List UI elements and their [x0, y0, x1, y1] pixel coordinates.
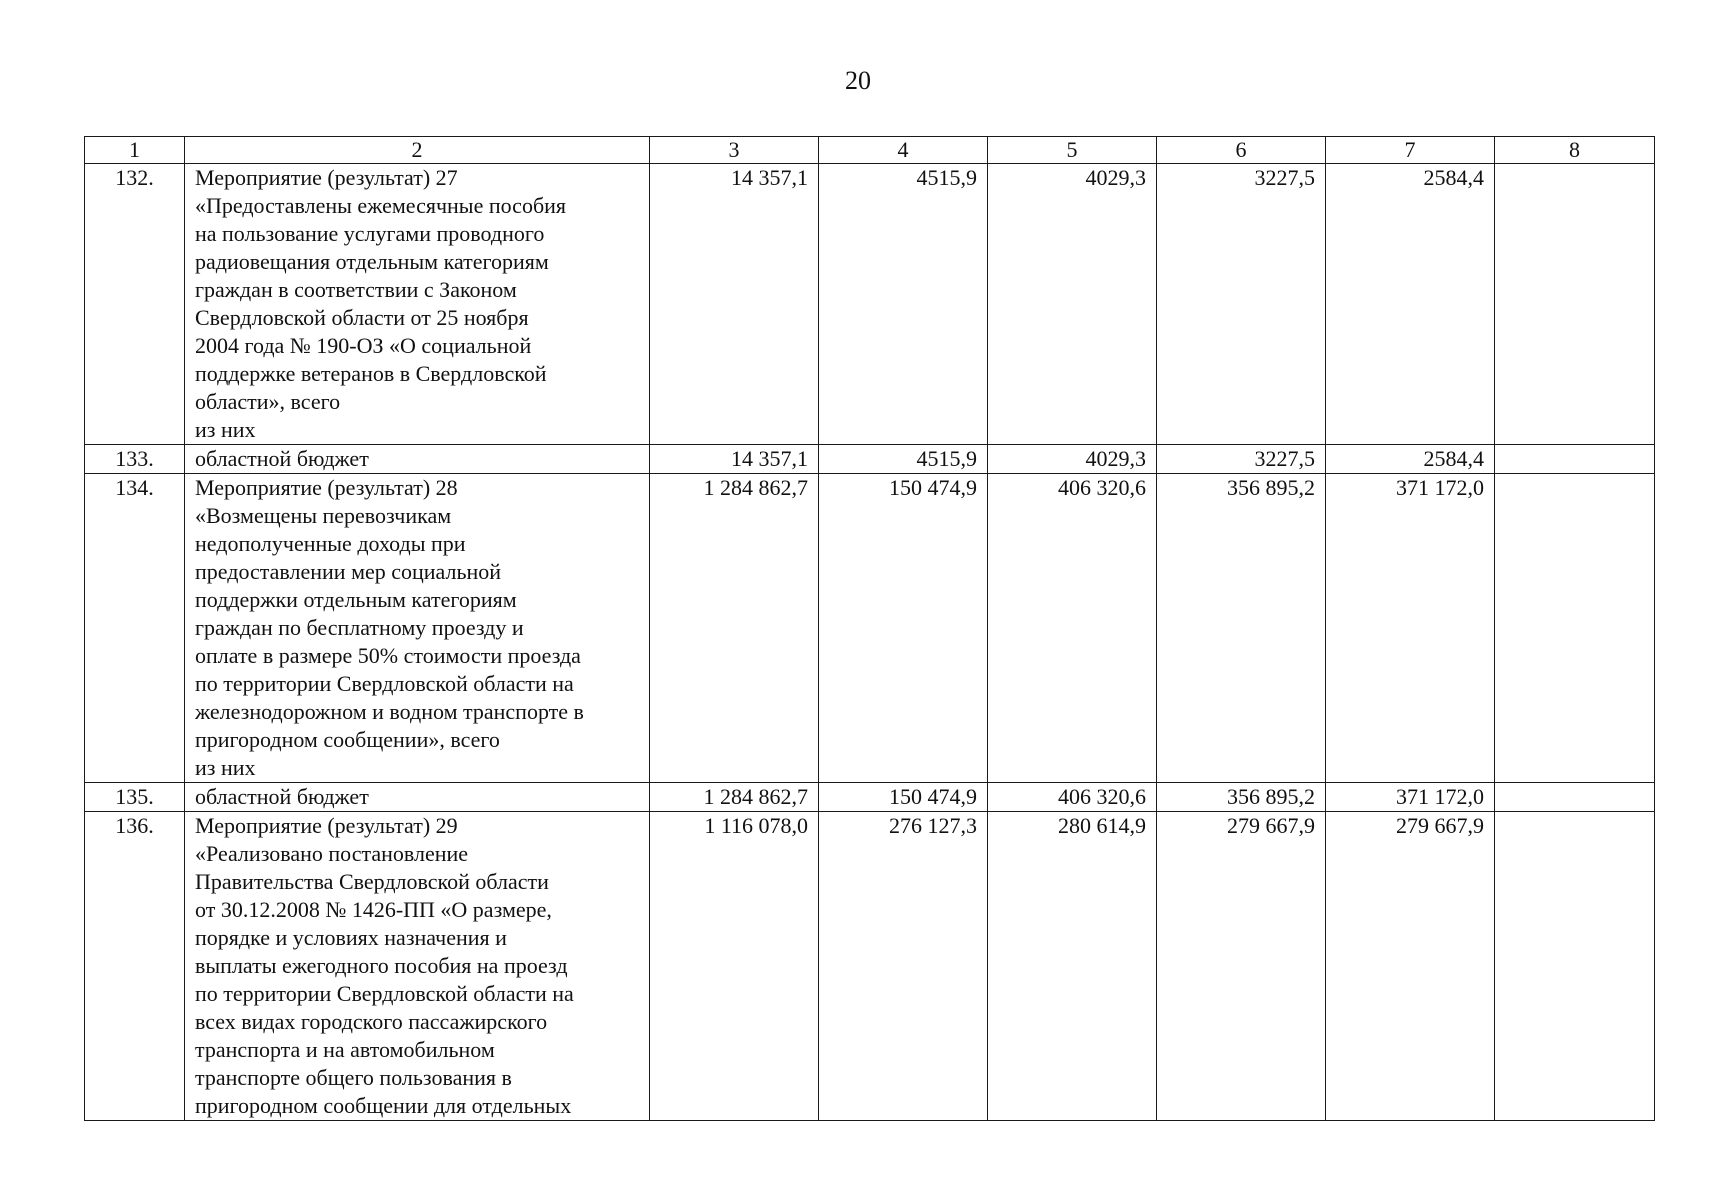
row-index: 135. [85, 783, 185, 812]
value-col-3: 1 284 862,7 [650, 474, 819, 783]
description-line: граждан по бесплатному проезду и [195, 615, 524, 640]
value-col-5: 280 614,9 [988, 812, 1157, 1121]
description-line: областной бюджет [195, 784, 369, 809]
value-col-3: 14 357,1 [650, 164, 819, 445]
description-line: всех видах городского пассажирского [195, 1009, 548, 1034]
value-col-4: 150 474,9 [819, 783, 988, 812]
value-col-5: 4029,3 [988, 164, 1157, 445]
description-line: областной бюджет [195, 446, 369, 471]
column-header-3: 3 [650, 137, 819, 164]
column-header-4: 4 [819, 137, 988, 164]
description-line: от 30.12.2008 № 1426-ПП «О размере, [195, 897, 552, 922]
value-col-6: 356 895,2 [1157, 474, 1326, 783]
row-description [185, 474, 650, 783]
table-row [85, 783, 1655, 812]
column-header-7: 7 [1326, 137, 1495, 164]
column-header-5: 5 [988, 137, 1157, 164]
description-line: «Предоставлены ежемесячные пособия [195, 193, 567, 218]
value-col-4: 276 127,3 [819, 812, 988, 1121]
value-col-3: 14 357,1 [650, 445, 819, 474]
value-col-4: 4515,9 [819, 445, 988, 474]
description-line: Мероприятие (результат) 28 [195, 475, 458, 500]
value-col-8 [1495, 164, 1655, 445]
description-line: Правительства Свердловской области [195, 869, 549, 894]
column-header-6: 6 [1157, 137, 1326, 164]
description-line: «Возмещены перевозчикам [195, 503, 452, 528]
value-col-3: 1 116 078,0 [650, 812, 819, 1121]
value-col-7: 2584,4 [1326, 164, 1495, 445]
column-header-2: 2 [185, 137, 650, 164]
value-col-5: 406 320,6 [988, 474, 1157, 783]
table-row [85, 474, 1655, 783]
value-col-8 [1495, 812, 1655, 1121]
column-header-8: 8 [1495, 137, 1655, 164]
table-row [85, 164, 1655, 445]
description-line: пригородном сообщении для отдельных [195, 1093, 572, 1118]
description-line: граждан в соответствии с Законом [195, 277, 517, 302]
row-index: 134. [85, 474, 185, 783]
description-line: недополученные доходы при [195, 531, 466, 556]
description-line: транспорте общего пользования в [195, 1065, 512, 1090]
value-col-8 [1495, 445, 1655, 474]
description-line: из них [195, 755, 256, 780]
row-description [185, 812, 650, 1121]
value-col-4: 150 474,9 [819, 474, 988, 783]
column-header-1: 1 [85, 137, 185, 164]
value-col-6: 356 895,2 [1157, 783, 1326, 812]
value-col-7: 279 667,9 [1326, 812, 1495, 1121]
description-line: оплате в размере 50% стоимости проезда [195, 643, 581, 668]
table-row [85, 445, 1655, 474]
description-line: поддержки отдельным категориям [195, 587, 517, 612]
description-line: предоставлении мер социальной [195, 559, 502, 584]
value-col-7: 371 172,0 [1326, 783, 1495, 812]
description-line: области», всего [195, 389, 341, 414]
value-col-8 [1495, 783, 1655, 812]
description-line: выплаты ежегодного пособия на проезд [195, 953, 568, 978]
value-col-6: 3227,5 [1157, 445, 1326, 474]
row-description [185, 783, 650, 812]
value-col-7: 2584,4 [1326, 445, 1495, 474]
row-index: 132. [85, 164, 185, 445]
value-col-6: 279 667,9 [1157, 812, 1326, 1121]
budget-table [84, 136, 1655, 1121]
description-line: транспорта и на автомобильном [195, 1037, 495, 1062]
description-line: Свердловской области от 25 ноября [195, 305, 529, 330]
value-col-8 [1495, 474, 1655, 783]
value-col-3: 1 284 862,7 [650, 783, 819, 812]
description-line: 2004 года № 190-ОЗ «О социальной [195, 333, 532, 358]
description-line: порядке и условиях назначения и [195, 925, 507, 950]
header-row [85, 137, 1655, 164]
description-line: из них [195, 417, 256, 442]
value-col-6: 3227,5 [1157, 164, 1326, 445]
description-line: радиовещания отдельным категориям [195, 249, 549, 274]
row-description [185, 164, 650, 445]
description-line: поддержке ветеранов в Свердловской [195, 361, 547, 386]
description-line: пригородном сообщении», всего [195, 727, 500, 752]
page-number: 20 [845, 66, 871, 95]
description-line: Мероприятие (результат) 27 [195, 165, 458, 190]
value-col-5: 406 320,6 [988, 783, 1157, 812]
description-line: железнодорожном и водном транспорте в [195, 699, 584, 724]
row-index: 133. [85, 445, 185, 474]
description-line: на пользование услугами проводного [195, 221, 545, 246]
description-line: Мероприятие (результат) 29 [195, 813, 458, 838]
table-row [85, 812, 1655, 1121]
description-line: по территории Свердловской области на [195, 671, 574, 696]
row-description [185, 445, 650, 474]
value-col-7: 371 172,0 [1326, 474, 1495, 783]
row-index: 136. [85, 812, 185, 1121]
value-col-5: 4029,3 [988, 445, 1157, 474]
description-line: «Реализовано постановление [195, 841, 469, 866]
description-line: по территории Свердловской области на [195, 981, 574, 1006]
value-col-4: 4515,9 [819, 164, 988, 445]
